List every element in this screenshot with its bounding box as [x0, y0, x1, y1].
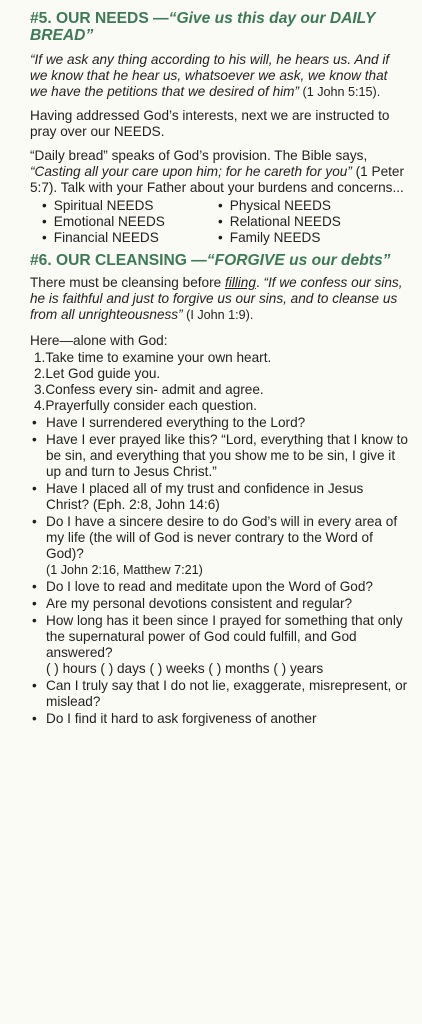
- need-item: • Financial NEEDS: [42, 230, 218, 246]
- question-item: [30, 481, 408, 513]
- question-text: Can I truly say that I do not lie, exaggerate, misrepresent, or mislead?: [46, 678, 408, 709]
- section-5-paragraph-1: Having addressed God’s interests, next we are instructed to pray over our NEEDS.: [30, 108, 390, 139]
- step-item: 3.Confess every sin- admit and agree.: [34, 382, 264, 397]
- heading-number: #5. OUR NEEDS —: [30, 10, 169, 27]
- paragraph-text: (1 Peter 5:7). Talk with your Father about your burdens and concerns...: [30, 164, 405, 195]
- question-text: Do I find it hard to ask forgiveness of another: [46, 711, 317, 726]
- question-text: Have I ever prayed like this? “Lord, everything that I know to be sin, and everything that you show me to be sin, I give it up and turn to Jesus Christ.”: [46, 432, 408, 479]
- time-options: ( ) hours ( ) days ( ) weeks ( ) months ( ) years: [46, 661, 324, 676]
- heading-quote: “Give us this day our DAILY BREAD”: [30, 10, 376, 44]
- verse-reference: (I John 1:9).: [182, 308, 254, 322]
- heading-number: #6. OUR CLEANSING —: [30, 252, 207, 269]
- need-item: • Emotional NEEDS: [42, 214, 218, 230]
- section-6-intro: Here—alone with God:: [30, 333, 168, 348]
- section-5-verse: [30, 52, 408, 100]
- paragraph-quote: “Casting all your care upon him; for he careth for you”: [30, 164, 352, 179]
- need-item: • Family NEEDS: [218, 230, 398, 246]
- step-item: 2.Let God guide you.: [34, 366, 161, 381]
- section-5-heading: [30, 10, 408, 44]
- step-item: 4.Prayerfully consider each question.: [34, 398, 257, 413]
- question-item: [30, 415, 408, 431]
- step-item: 1.Take time to examine your own heart.: [34, 350, 272, 365]
- question-item: [30, 678, 408, 710]
- question-text: Have I placed all of my trust and confidence in Jesus Christ? (Eph. 2:8, John 14:6): [46, 481, 364, 512]
- paragraph-text: “Daily bread” speaks of God’s provision. The Bible says,: [30, 148, 368, 163]
- question-reference: (1 John 2:16, Matthew 7:21): [46, 563, 203, 577]
- need-item: • Physical NEEDS: [218, 198, 398, 214]
- section-5-paragraph-2: [30, 148, 408, 196]
- question-item: [30, 579, 408, 595]
- question-text: Are my personal devotions consistent and regular?: [46, 596, 353, 611]
- question-text: Have I surrendered everything to the Lord?: [46, 415, 306, 430]
- needs-list: [42, 198, 408, 246]
- question-text: How long has it been since I prayed for something that only the supernatural power of God could fulfill, and God answered?: [46, 613, 403, 660]
- questions-list: [30, 415, 408, 727]
- paragraph-text: There must be cleansing before: [30, 275, 225, 290]
- question-item: [30, 596, 408, 612]
- question-text: Do I love to read and meditate upon the Word of God?: [46, 579, 373, 594]
- heading-quote: “FORGIVE us our debts”: [206, 252, 391, 269]
- section-6-heading: [30, 252, 408, 269]
- question-item: [30, 432, 408, 480]
- verse-text: “If we ask any thing according to his will, he hears us. And if we know that he hear us, whatsoever we ask, we know that we have the petitions that we desired of him”: [30, 52, 390, 99]
- question-item: [30, 613, 408, 677]
- paragraph-text: .: [255, 275, 264, 290]
- question-text: Do I have a sincere desire to do God’s will in every area of my life (the will of God is never contrary to the Word of God)?: [46, 514, 398, 561]
- need-item: • Relational NEEDS: [218, 214, 398, 230]
- paragraph-quote: “If we confess our sins, he is faithful and just to forgive us our sins, and to cleanse us from all unrighteousness”: [30, 275, 403, 322]
- question-item: [30, 514, 408, 578]
- steps-list: [34, 350, 408, 414]
- need-item: • Spiritual NEEDS: [42, 198, 218, 214]
- filling-word: filling: [224, 275, 256, 290]
- question-item: [30, 711, 408, 727]
- verse-reference: (1 John 5:15).: [299, 85, 381, 99]
- section-6-paragraph-1: [30, 275, 408, 323]
